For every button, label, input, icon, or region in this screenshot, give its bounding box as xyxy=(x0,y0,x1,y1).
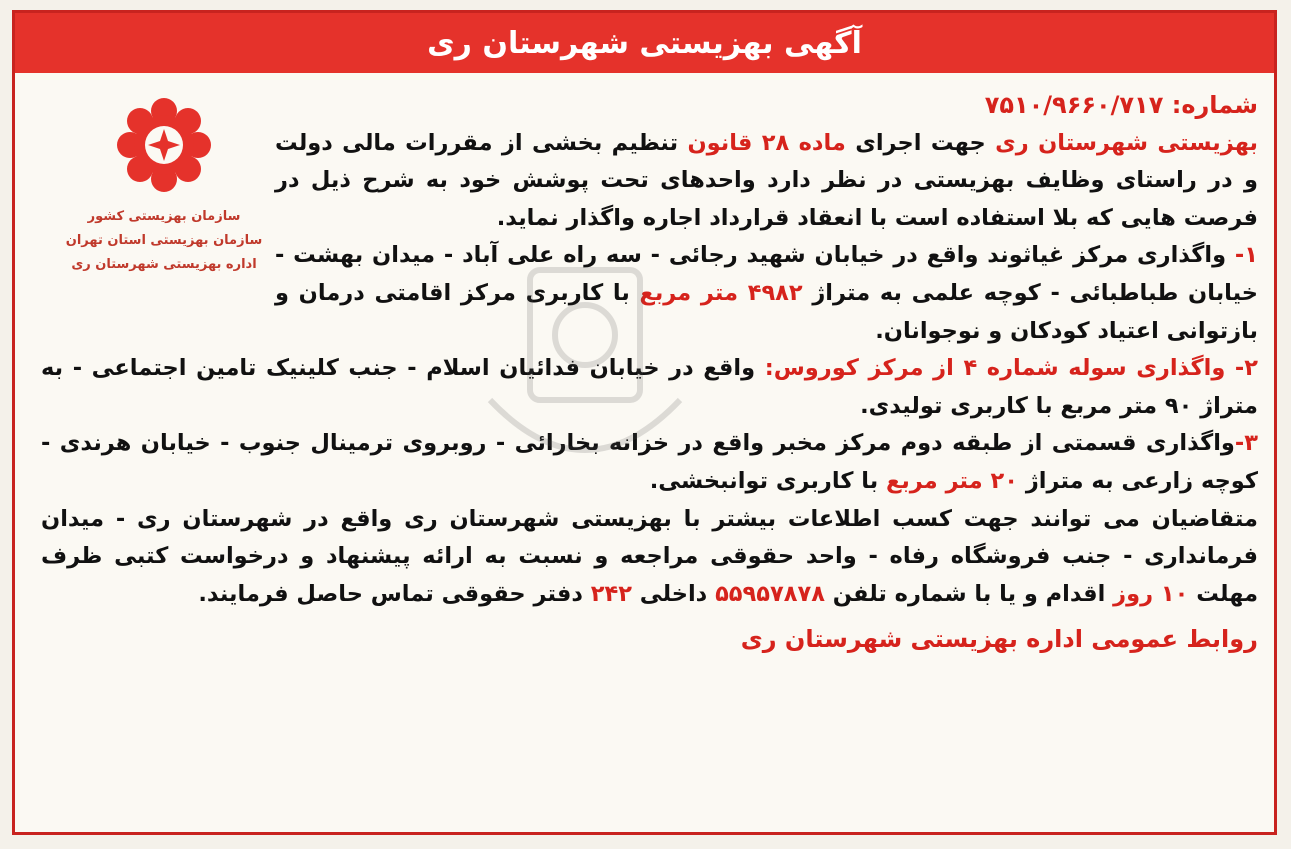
item-3-number: ۳- xyxy=(1234,430,1258,457)
closing-text-2: اقدام و یا با شماره تلفن xyxy=(824,580,1114,607)
welfare-flower-logo-icon xyxy=(114,95,214,195)
item-1-text-1: واگذاری مرکز غیاثوند واقع در خیابان شهید رجائی - سه راه علی آباد - میدان بهشت - خیابان طباطبائی - کوچه علمی به متراژ xyxy=(275,242,1258,306)
item-1-text-2: با کاربری مرکز اقامتی درمان و بازتوانی اعتیاد کودکان و نوجوانان. xyxy=(275,279,1258,344)
org-line-2: سازمان بهزیستی استان تهران xyxy=(65,233,263,248)
notice-title: آگهی بهزیستی شهرستان ری xyxy=(427,25,862,61)
law-reference: ماده ۲۸ قانون xyxy=(687,129,846,156)
notice-body xyxy=(41,87,1258,822)
deadline-days: ۱۰ روز xyxy=(1113,580,1189,607)
org-line-1: سازمان بهزیستی کشور xyxy=(87,209,241,224)
item-3-text-2: با کاربری توانبخشی. xyxy=(649,467,886,494)
item-2-text: واقع در خیابان فدائیان اسلام - جنب کلینیک تامین اجتماعی - به متراژ ۹۰ متر مربع با کاربری تولیدی. xyxy=(41,355,1258,419)
intro-text-1: جهت اجرای xyxy=(845,129,996,156)
org-line-3: اداره بهزیستی شهرستان ری xyxy=(71,257,257,272)
org-name: بهزیستی شهرستان ری xyxy=(995,129,1258,156)
item-2 xyxy=(41,350,1258,425)
notice-number: شماره: ۷۵۱۰/۹۶۶۰/۷۱۷ xyxy=(984,91,1258,119)
item-3-area: ۲۰ متر مربع xyxy=(885,467,1018,494)
phone-number: ۵۵۹۵۷۸۷۸ xyxy=(715,580,825,607)
logo-block xyxy=(53,87,275,317)
notice-header xyxy=(15,13,1274,73)
extension-number: ۲۴۲ xyxy=(590,580,632,607)
item-3-text-1: واگذاری قسمتی از طبقه دوم مرکز مخبر واقع در خزانه بخارائی - روبروی ترمینال جنوب - خیابان هرندی - کوچه زارعی به متراژ xyxy=(41,430,1258,494)
signature: روابط عمومی اداره بهزیستی شهرستان ری xyxy=(740,625,1258,654)
notice-frame xyxy=(12,10,1277,835)
closing-text-3: داخلی xyxy=(631,580,716,607)
closing-paragraph xyxy=(41,501,1258,614)
item-3 xyxy=(41,425,1258,500)
intro-text-2: تنظیم بخشی از مقررات مالی دولت و در راستای وظایف بهزیستی در نظر دارد واحدهای تحت پوشش خود به شرح ذیل در فرصت هایی که بلا استفاده است با انعقاد قرارداد اجاره واگذار نماید. xyxy=(275,129,1258,231)
item-1-number: ۱- xyxy=(1234,242,1258,269)
closing-text-1: متقاضیان می توانند جهت کسب اطلاعات بیشتر با بهزیستی شهرستان ری واقع در شهرستان ری - میدان فرمانداری - جنب فروشگاه رفاه - واحد حقوقی مراجعه و نسبت به ارائه پیشنهاد و درخواست کتبی ظرف مهلت xyxy=(41,505,1258,607)
closing-text-4: دفتر حقوقی تماس حاصل فرمایند. xyxy=(198,580,591,607)
item-2-lead: ۲- واگذاری سوله شماره ۴ از مرکز کوروس: xyxy=(764,355,1259,382)
item-1-area: ۴۹۸۲ متر مربع xyxy=(639,279,803,306)
